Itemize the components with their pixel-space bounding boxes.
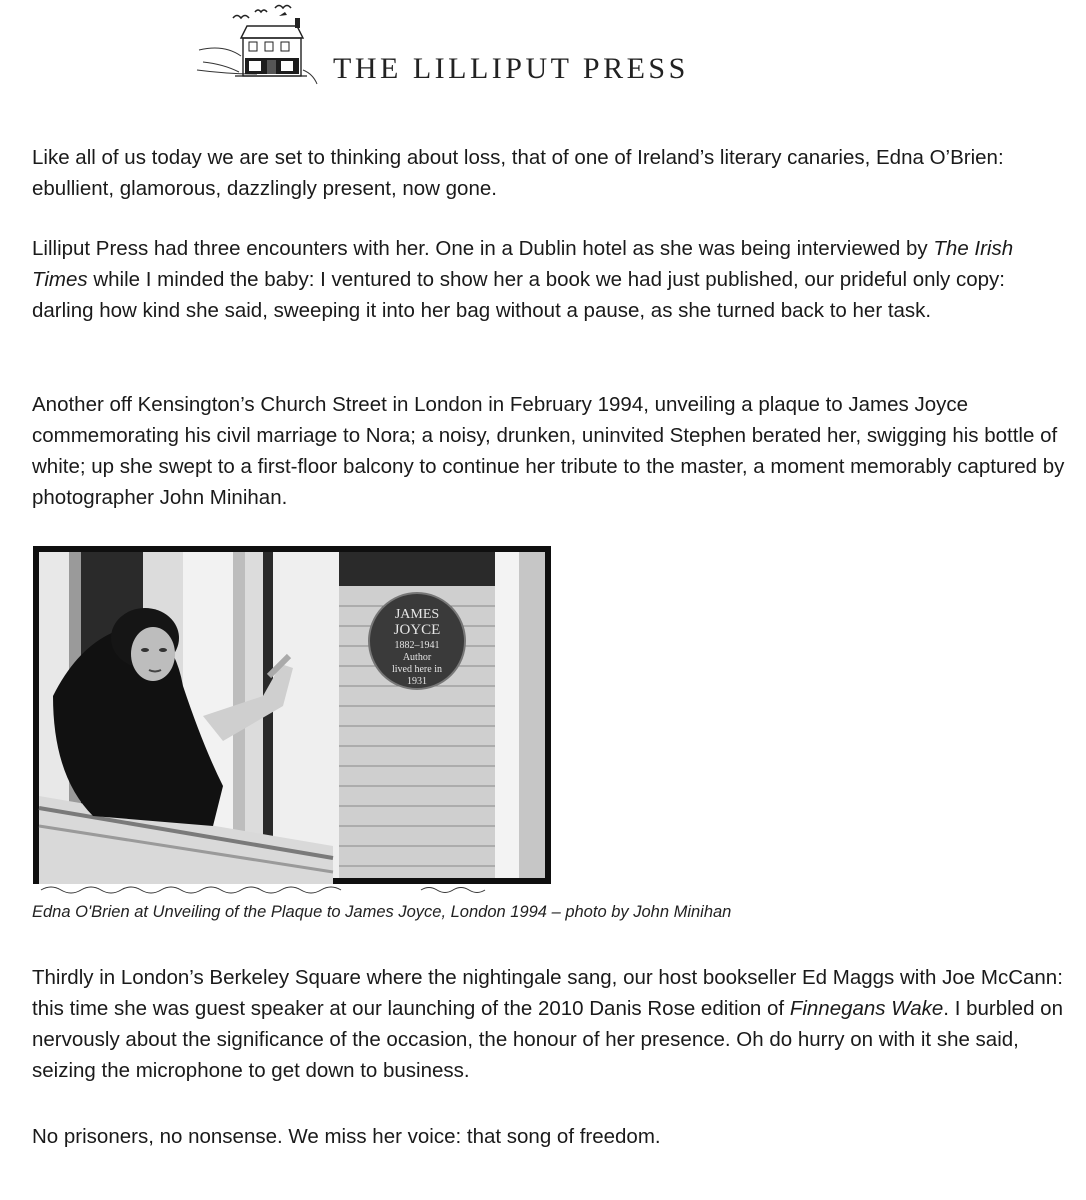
paragraph-kensington: Another off Kensington’s Church Street in London in February 1994, unveiling a plaque to James Joyce commemorating his civil marriage to Nora; a noisy, drunken, uninvited Stephen berated her, swigging his bottle of white; up she swept to a first-floor balcony to continue her tribute to the master, a moment memorably captured by photographer John Minihan. [32, 393, 1065, 509]
paragraph-intro: Like all of us today we are set to thinking about loss, that of one of Ireland’s literary canaries, Edna O’Brien: ebullient, glamorous, dazzlingly present, now gone. [32, 146, 1004, 200]
photograph [33, 546, 551, 894]
photo-edna-obrien-balcony [33, 546, 551, 884]
plaque-line-4: Author [402, 652, 432, 663]
plaque-line-1: JAMES [394, 607, 440, 622]
book-title: Finnegans Wake [789, 997, 944, 1020]
paragraph-text: Lilliput Press had three encounters with her. One in a Dublin hotel as she was being interviewed by [32, 237, 928, 260]
masthead [195, 0, 795, 92]
paragraph-text: while I minded the baby: I ventured to show her a book we had just published, our prideful only copy: darling how kind she said, sweeping it into her bag without a pause, as she turned back to her task. [32, 268, 1005, 322]
newspaper-title: The Irish Times [32, 237, 1014, 291]
plaque-line-2: JOYCE [393, 622, 441, 638]
paragraph-closing: No prisoners, no nonsense. We miss her voice: that song of freedom. [32, 1125, 661, 1148]
publisher-name: THE LILLIPUT PRESS [333, 52, 689, 85]
photo-caption: Edna O'Brien at Unveiling of the Plaque to James Joyce, London 1994 – photo by John Minihan [32, 903, 732, 921]
paragraph-berkeley-square [32, 962, 1072, 1086]
paragraph-text: Thirdly in London’s Berkeley Square where the nightingale sang, our host bookseller Ed Maggs with Joe McCann: this time she was guest speaker at our launching of the 2010 Danis Rose edition of [32, 966, 1063, 1020]
house-with-birds-icon [195, 0, 335, 92]
paragraph-dublin-hotel [32, 233, 1072, 326]
photo-signature-scribble [37, 883, 551, 895]
paragraph-text: . I burbled on nervously about the significance of the occasion, the honour of her presence. Oh do hurry on with it she said, seizing the microphone to get down to business. [32, 997, 1063, 1082]
plaque-line-3: 1882–1941 [394, 640, 440, 651]
plaque-line-5: lived here in [392, 664, 442, 675]
plaque-line-6: 1931 [407, 676, 427, 687]
